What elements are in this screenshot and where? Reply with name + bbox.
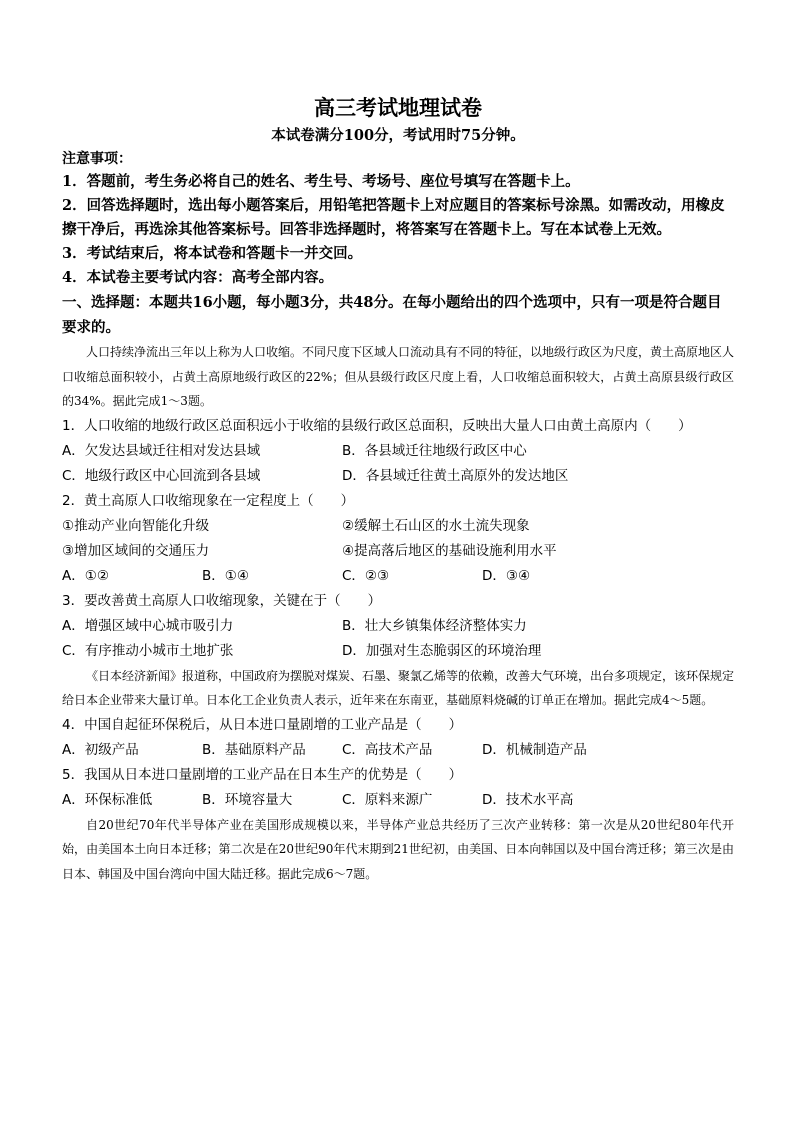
notice-item-1: 1．答题前，考生务必将自己的姓名、考生号、考场号、座位号填写在答题卡上。 bbox=[62, 173, 580, 190]
question-2-options bbox=[62, 564, 734, 589]
question-5-options bbox=[62, 788, 734, 813]
question-2-stem: 2．黄土高原人口收缩现象在一定程度上（ ） bbox=[62, 492, 355, 509]
question-4-option-d[interactable]: D．机械制造产品 bbox=[482, 741, 587, 758]
question-2-statement-4: ④提高落后地区的基础设施利用水平 bbox=[342, 542, 557, 559]
question-5-option-a[interactable]: A．环保标准低 bbox=[62, 791, 153, 808]
question-3-option-c[interactable]: C．有序推动小城市土地扩张 bbox=[62, 642, 234, 659]
question-5-option-d[interactable]: D．技术水平高 bbox=[482, 791, 574, 808]
exam-page bbox=[62, 92, 734, 886]
question-1-option-b[interactable]: B．各县域迁往地级行政区中心 bbox=[342, 442, 527, 459]
question-4-option-b[interactable]: B．基础原料产品 bbox=[202, 741, 306, 758]
notice-item-4: 4．本试卷主要考试内容：高考全部内容。 bbox=[62, 269, 334, 286]
question-3-option-b[interactable]: B．壮大乡镇集体经济整体实力 bbox=[342, 617, 527, 634]
question-4-options bbox=[62, 738, 734, 763]
exam-title: 高三考试地理试卷 bbox=[314, 95, 482, 120]
question-1-options-row-1 bbox=[62, 439, 734, 464]
question-2-statement-1: ①推动产业向智能化升级 bbox=[62, 517, 210, 534]
question-5-stem: 5．我国从日本进口量剧增的工业产品在日本生产的优势是（ ） bbox=[62, 766, 463, 783]
question-2-statement-3: ③增加区域间的交通压力 bbox=[62, 542, 210, 559]
passage-1: 人口持续净流出三年以上称为人口收缩。不同尺度下区域人口流动具有不同的特征，以地级行政区为尺度，黄土高原地区人口收缩总面积较小，占黄土高原地级行政区的22%；但从县级行政区尺度上看，人口收缩总面积较大，占黄土高原县级行政区的34%。据此完成1～3题。 bbox=[62, 345, 735, 408]
notice-heading: 注意事项： bbox=[62, 151, 132, 167]
passage-2: 《日本经济新闻》报道称，中国政府为摆脱对煤炭、石墨、聚氯乙烯等的依赖，改善大气环境，出台多项规定，该环保规定给日本企业带来大量订单。日本化工企业负责人表示，近年来在东南亚，基础原料烧碱的订单正在增加。据此完成4～5题。 bbox=[62, 668, 735, 707]
exam-subtitle: 本试卷满分100分，考试用时75分钟。 bbox=[271, 127, 525, 144]
passage-3: 自20世纪70年代半导体产业在美国形成规模以来，半导体产业总共经历了三次产业转移：第一次是从20世纪80年代开始，由美国本土向日本迁移；第二次是在20世纪90年代末期到21世纪初，由美国、日本向韩国以及中国台湾迁移；第三次是由日本、韩国及中国台湾向中国大陆迁移。据此完成6～7题。 bbox=[62, 817, 734, 881]
notice-item-3: 3．考试结束后，将本试卷和答题卡一并交回。 bbox=[62, 245, 363, 262]
question-3-stem: 3．要改善黄土高原人口收缩现象，关键在于（ ） bbox=[62, 592, 382, 609]
question-1-options-row-2 bbox=[62, 464, 734, 489]
question-1-option-c[interactable]: C．地级行政区中心回流到各县域 bbox=[62, 467, 261, 484]
question-1-option-d[interactable]: D．各县域迁往黄土高原外的发达地区 bbox=[342, 467, 569, 484]
question-4-option-c[interactable]: C．高技术产品 bbox=[342, 741, 433, 758]
question-2-option-d[interactable]: D．③④ bbox=[482, 567, 531, 584]
question-1-stem: 1．人口收缩的地级行政区总面积远小于收缩的县级行政区总面积，反映出大量人口由黄土高原内（ ） bbox=[62, 417, 692, 434]
question-3-option-d[interactable]: D．加强对生态脆弱区的环境治理 bbox=[342, 642, 542, 659]
question-5-option-b[interactable]: B．环境容量大 bbox=[202, 791, 293, 808]
question-2-option-c[interactable]: C．②③ bbox=[342, 567, 390, 584]
section-heading: 一、选择题：本题共16小题，每小题3分，共48分。在每小题给出的四个选项中，只有一项是符合题目要求的。 bbox=[62, 294, 722, 336]
question-2-option-a[interactable]: A．①② bbox=[62, 567, 109, 584]
question-3-options-row-1 bbox=[62, 614, 734, 639]
question-4-option-a[interactable]: A．初级产品 bbox=[62, 741, 139, 758]
question-2-option-b[interactable]: B．①④ bbox=[202, 567, 249, 584]
question-2-statement-2: ②缓解土石山区的水土流失现象 bbox=[342, 517, 530, 534]
notice-item-2: 2．回答选择题时，选出每小题答案后，用铅笔把答题卡上对应题目的答案标号涂黑。如需改动，用橡皮擦干净后，再选涂其他答案标号。回答非选择题时，将答案写在答题卡上。写在本试卷上无效。 bbox=[62, 197, 725, 238]
question-2-statements-row-1 bbox=[62, 514, 734, 539]
question-3-option-a[interactable]: A．增强区域中心城市吸引力 bbox=[62, 617, 234, 634]
question-1-option-a[interactable]: A．欠发达县域迁往相对发达县域 bbox=[62, 442, 261, 459]
question-2-statements-row-2 bbox=[62, 539, 734, 564]
question-5-option-c[interactable]: C．原料来源广 bbox=[342, 791, 433, 808]
question-3-options-row-2 bbox=[62, 639, 734, 664]
question-4-stem: 4．中国自起征环保税后，从日本进口量剧增的工业产品是（ ） bbox=[62, 716, 463, 733]
